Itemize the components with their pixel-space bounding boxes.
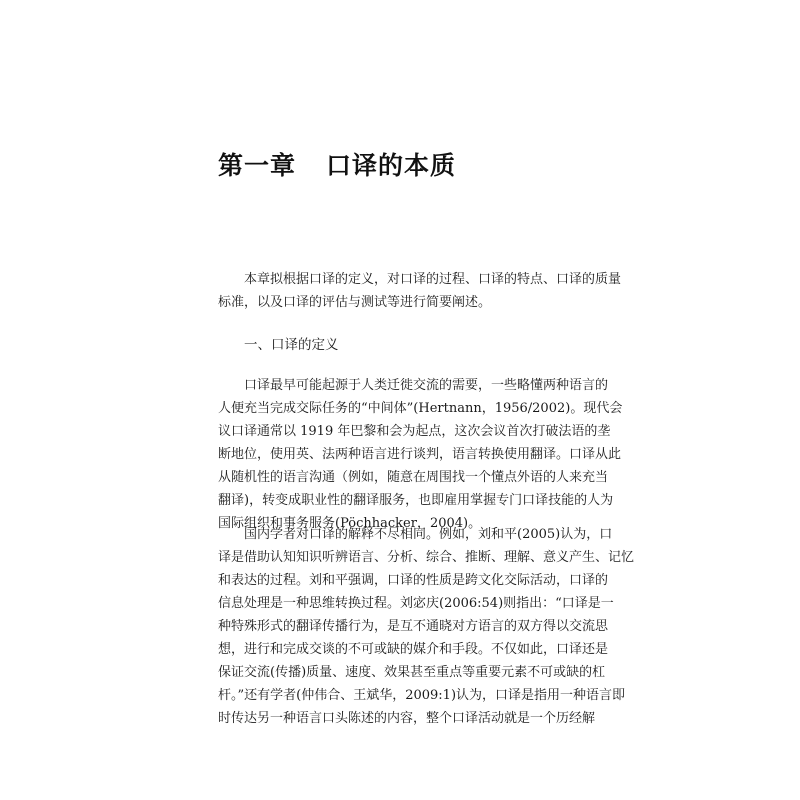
text-line: 和表达的过程。刘和平强调，口译的性质是跨文化交际活动，口译的: [218, 573, 609, 588]
text-line: 议口译通常以 1919 年巴黎和会为起点，这次会议首次打破法语的垄: [218, 424, 611, 439]
text-line: 口译最早可能起源于人类迁徙交流的需要，一些略懂两种语言的: [244, 378, 609, 393]
text-line: 本章拟根据口译的定义，对口译的过程、口译的特点、口译的质量: [244, 272, 622, 287]
text-line: 译是借助认知知识听辨语言、分析、综合、推断、理解、意义产生、记忆: [218, 550, 635, 565]
chapter-title: [218, 148, 456, 184]
chapter-name: 口译的本质: [326, 151, 457, 180]
text-line: 保证交流(传播)质量、速度、效果甚至重点等重要元素不可或缺的杠: [218, 665, 606, 680]
text-line: 想，进行和完成交谈的不可或缺的媒介和手段。不仅如此，口译还是: [218, 642, 609, 657]
paragraph-domestic-views: [218, 523, 635, 730]
text-line: 信息处理是一种思维转换过程。刘宓庆(2006:54)则指出：“口译是一: [218, 596, 614, 611]
section-heading: 一、口译的定义: [244, 337, 339, 353]
text-line: 国内学者对口译的解释不尽相同。例如，刘和平(2005)认为，口: [244, 527, 613, 542]
text-line: 从随机性的语言沟通（例如，随意在周围找一个懂点外语的人来充当: [218, 470, 609, 485]
text-line: 种特殊形式的翻译传播行为，是互不通晓对方语言的双方得以交流思: [218, 619, 609, 634]
text-line: 人便充当完成交际任务的“中间体”(Hertnann，1956/2002)。现代会: [218, 401, 623, 416]
text-line: 断地位，使用英、法两种语言进行谈判，语言转换使用翻译。口译从此: [218, 447, 622, 462]
text-line: 国际组织和事务服务(Pöchhacker，2004)。: [218, 516, 482, 531]
text-line: 杆。”还有学者(仲伟合、王斌华，2009:1)认为，口译是指用一种语言即: [218, 688, 626, 703]
chapter-number: 第一章: [218, 151, 297, 180]
text-line: 标准，以及口译的评估与测试等进行简要阐述。: [218, 295, 492, 310]
chapter-intro: [218, 268, 622, 314]
text-line: 翻译)，转变成职业性的翻译服务，也即雇用掌握专门口译技能的人为: [218, 493, 614, 508]
text-line: 时传达另一种语言口头陈述的内容，整个口译活动就是一个历经解: [218, 711, 596, 726]
